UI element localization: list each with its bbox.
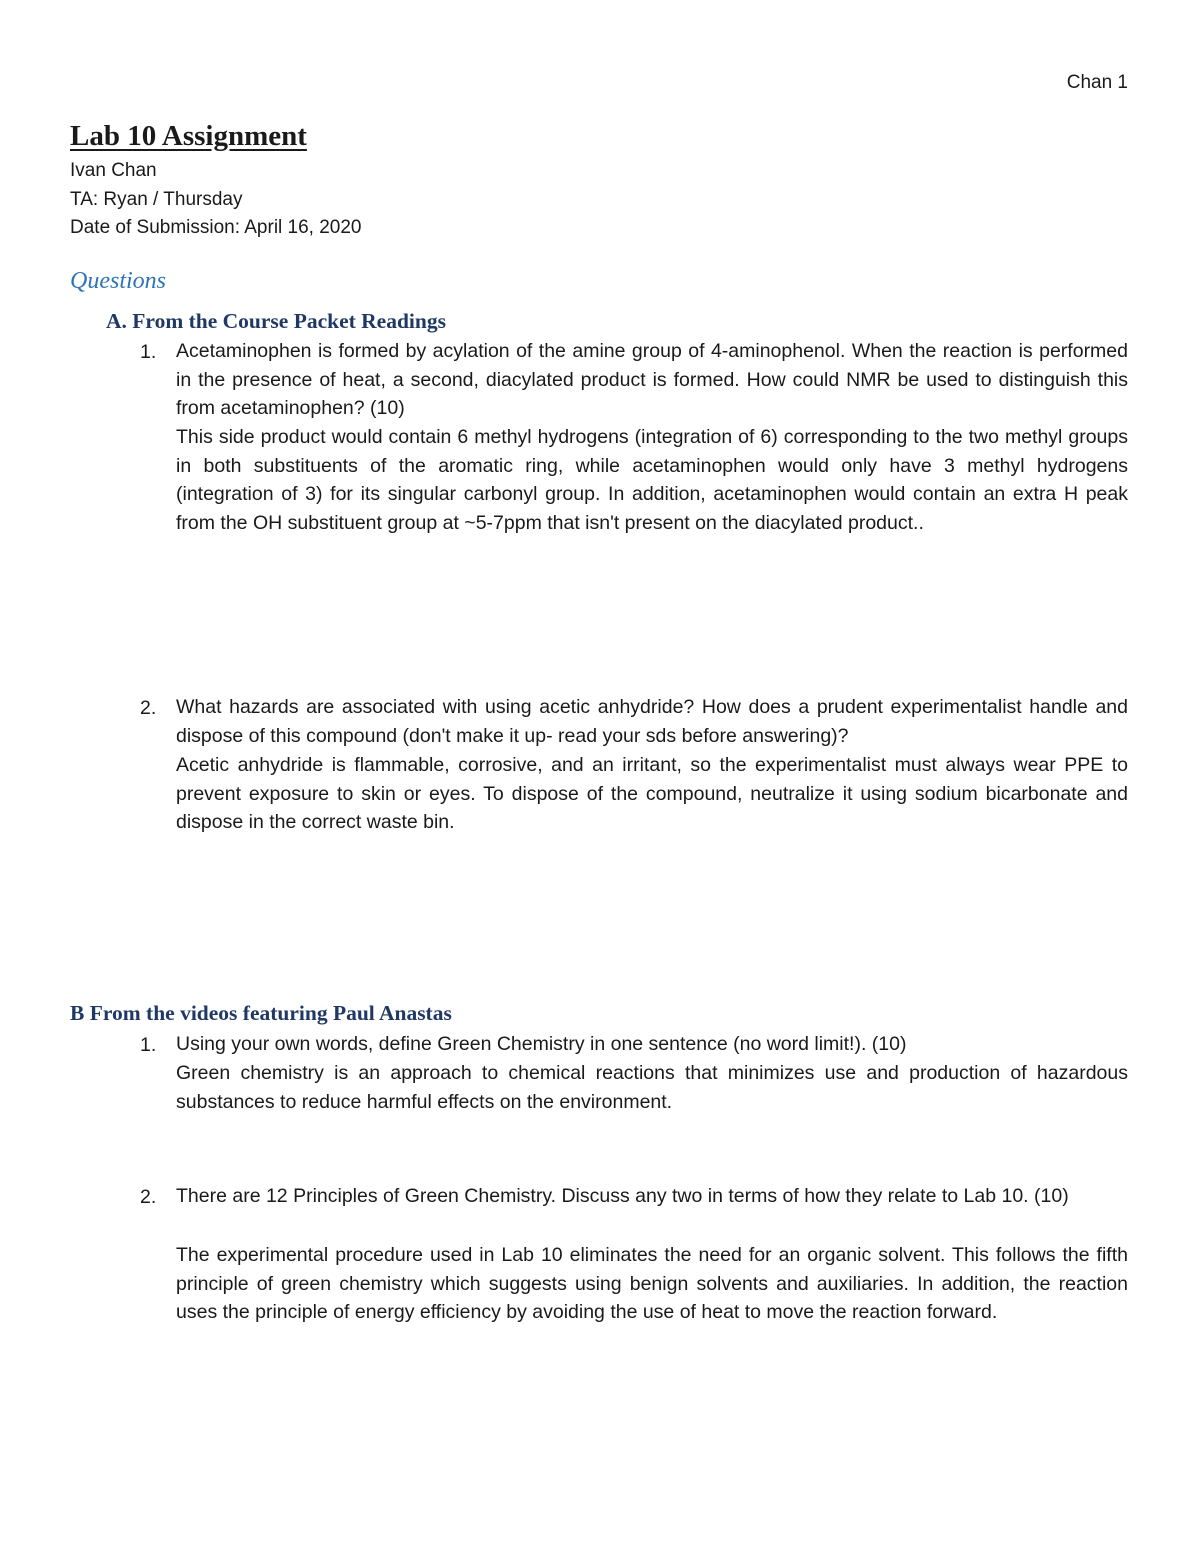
answer-text: Acetic anhydride is flammable, corrosive, and an irritant, so the experimentalist must always wear PPE to prevent exposure to skin or eyes. To dispose of the compound, neutralize it using sodium bicarbonate and dispose in the correct waste bin. — [176, 754, 1128, 834]
section-a-heading: A. From the Course Packet Readings — [106, 309, 446, 333]
author-name: Ivan Chan — [70, 160, 157, 181]
answer-text: The experimental procedure used in Lab 10 eliminates the need for an organic solvent. This follows the fifth principle of green chemistry which suggests using benign solvents and auxiliaries. In addition, the reaction uses the principle of energy efficiency by avoiding the use of heat to move the reaction forward. — [176, 1244, 1128, 1324]
submission-date: Date of Submission: April 16, 2020 — [70, 217, 362, 238]
document-title: Lab 10 Assignment — [70, 120, 307, 152]
question-text: There are 12 Principles of Green Chemistry. Discuss any two in terms of how they relate to Lab 10. (10) — [176, 1185, 1069, 1207]
answer-text: This side product would contain 6 methyl hydrogens (integration of 6) corresponding to the two methyl groups in both substituents of the aromatic ring, while acetaminophen would only have 3 methyl hydrogens (integration of 3) for its singular carbonyl group. In addition, acetaminophen would contain an extra H peak from the OH substituent group at ~5-7ppm that isn't present on the diacylated product.. — [176, 426, 1128, 534]
question-number: 2. — [140, 697, 157, 719]
section-b-heading: B From the videos featuring Paul Anastas — [70, 1001, 452, 1025]
questions-heading: Questions — [70, 268, 166, 294]
answer-text: Green chemistry is an approach to chemical reactions that minimizes use and production of hazardous substances to reduce harmful effects on the environment. — [176, 1062, 1128, 1113]
question-number: 1. — [140, 341, 157, 363]
question-number: 2. — [140, 1186, 157, 1208]
question-text: Using your own words, define Green Chemistry in one sentence (no word limit!). (10) — [176, 1033, 907, 1055]
ta-line: TA: Ryan / Thursday — [70, 189, 243, 210]
question-number: 1. — [140, 1034, 157, 1056]
page-header: Chan 1 — [1066, 72, 1128, 93]
question-text: Acetaminophen is formed by acylation of the amine group of 4-aminophenol. When the reaction is performed in the presence of heat, a second, diacylated product is formed. How could NMR be used to distinguish this from acetaminophen? (10) — [176, 340, 1128, 420]
question-text: What hazards are associated with using acetic anhydride? How does a prudent experimentalist handle and dispose of this compound (don't make it up- read your sds before answering)? — [176, 696, 1128, 747]
